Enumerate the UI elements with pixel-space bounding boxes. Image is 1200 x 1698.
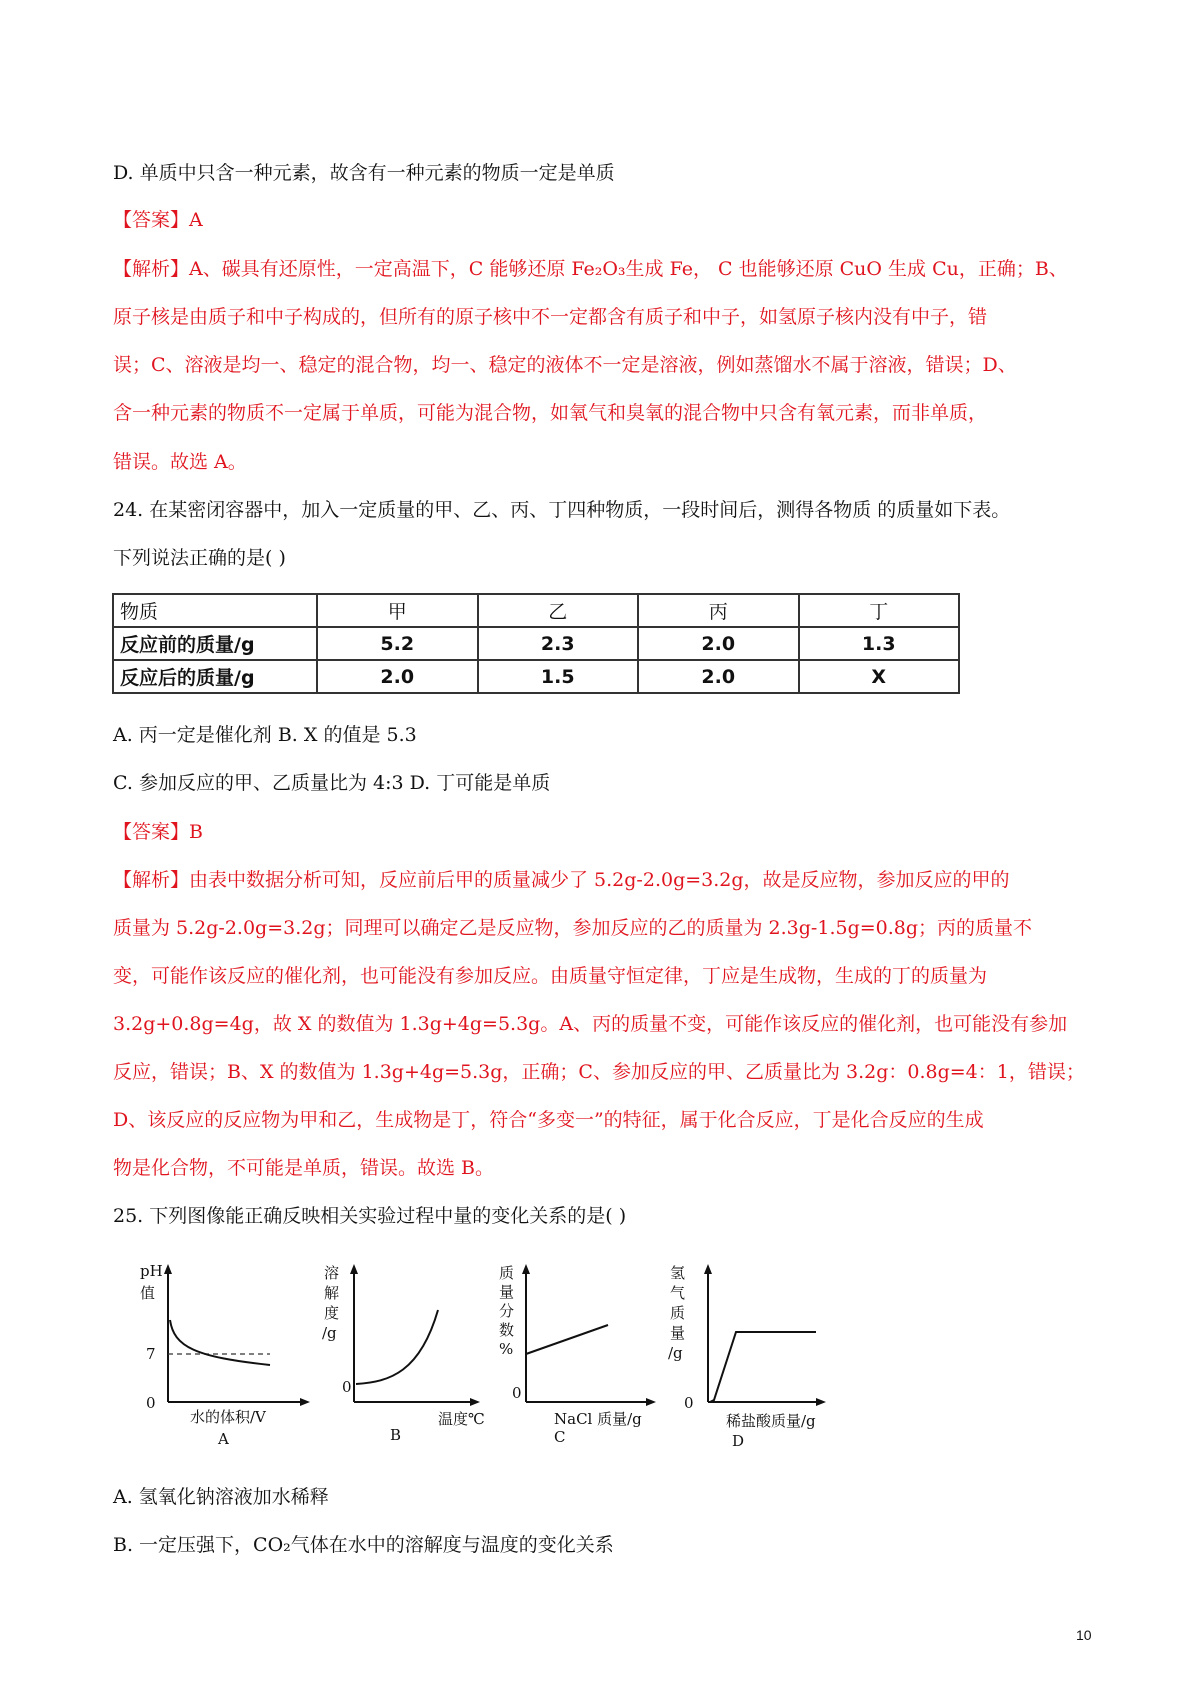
question-24-options-cd: C. 参加反应的甲、乙质量比为 4:3 D. 丁可能是单质 xyxy=(113,772,551,794)
answer-value: B xyxy=(189,821,203,843)
question-24-line-2: 下列说法正确的是( ) xyxy=(113,547,286,569)
question-25-line-1: 25. 下列图像能正确反映相关实验过程中量的变化关系的是( ) xyxy=(113,1205,627,1227)
answer-label: 【答案】 xyxy=(113,821,190,843)
explanation-2-line-7: 物是化合物，不可能是单质，错误。故选 B。 xyxy=(113,1157,495,1179)
table-cell: 丙 xyxy=(638,594,799,627)
origin-label: 0 xyxy=(146,1394,156,1412)
table-cell: 2.0 xyxy=(638,660,799,693)
table-cell: 5.2 xyxy=(317,627,478,660)
graph-b-svg xyxy=(320,1262,490,1444)
explanation-1-line-4: 含一种元素的物质不一定属于单质，可能为混合物，如氧气和臭氧的混合物中只含有氧元素，而非单质， xyxy=(113,402,988,424)
graph-d xyxy=(666,1262,836,1450)
x-arrow xyxy=(816,1398,826,1406)
y-label-char: 溶 xyxy=(324,1264,340,1282)
table-cell: 乙 xyxy=(478,594,639,627)
y-arrow xyxy=(350,1264,358,1274)
y-label-char: 分 xyxy=(499,1302,515,1320)
table-cell: 反应前的质量/g xyxy=(113,627,317,660)
explanation-label: 【解析】 xyxy=(113,258,190,280)
graph-c-svg xyxy=(496,1262,666,1446)
explanation-1-line-2: 原子核是由质子和中子构成的，但所有的原子核中不一定都含有质子和中子，如氢原子核内没有中子，错 xyxy=(113,306,988,328)
explanation-text: A、碳具有还原性，一定高温下，C 能够还原 Fe₂O₃生成 Fe， C 也能够还原 CuO 生成 Cu，正确；B、 xyxy=(189,258,1068,280)
curve-line xyxy=(170,1320,270,1365)
y-label-ph: pH xyxy=(140,1262,163,1280)
graph-c xyxy=(496,1262,666,1446)
explanation-label: 【解析】 xyxy=(113,869,190,891)
explanation-1-line-3: 误；C、溶液是均一、稳定的混合物，均一、稳定的液体不一定是溶液，例如蒸馏水不属于溶液，错误；D、 xyxy=(113,354,1017,376)
graph-b xyxy=(320,1262,490,1444)
explanation-2-line-3: 变，可能作该反应的催化剂，也可能没有参加反应。由质量守恒定律，丁应是生成物，生成的丁的质量为 xyxy=(113,965,988,987)
table-cell: 物质 xyxy=(113,594,317,627)
explanation-2-line-6: D、该反应的反应物为甲和乙，生成物是丁，符合“多变一”的特征，属于化合反应，丁是化合反应的生成 xyxy=(113,1109,984,1131)
table-row xyxy=(113,660,959,693)
answer-value: A xyxy=(189,209,203,231)
y-label-char: 质 xyxy=(670,1304,686,1322)
x-label: 温度℃ xyxy=(438,1410,485,1428)
caption: C xyxy=(554,1428,566,1446)
y-label-char: 数 xyxy=(499,1321,515,1339)
y-label-char: 解 xyxy=(324,1284,340,1302)
table-row xyxy=(113,627,959,660)
curve-line xyxy=(710,1332,816,1402)
y-arrow xyxy=(704,1264,712,1274)
origin-label: 0 xyxy=(512,1384,522,1402)
table-header-row xyxy=(113,594,959,627)
question-25-option-b: B. 一定压强下，CO₂气体在水中的溶解度与温度的变化关系 xyxy=(113,1534,614,1556)
tick-7: 7 xyxy=(146,1345,156,1363)
graph-a xyxy=(140,1262,310,1448)
table-cell: 1.3 xyxy=(799,627,960,660)
y-label-char: 质 xyxy=(499,1264,515,1282)
origin-label: 0 xyxy=(342,1378,352,1396)
x-arrow xyxy=(646,1398,656,1406)
curve-line xyxy=(526,1325,608,1354)
x-label: 水的体积/V xyxy=(190,1408,266,1426)
explanation-2-line-5: 反应，错误；B、X 的数值为 1.3g+4g=5.3g，正确；C、参加反应的甲、乙质量比为 3.2g：0.8g=4：1，错误； xyxy=(113,1061,1085,1083)
caption: B xyxy=(390,1426,402,1444)
y-label-char: 量 xyxy=(499,1283,515,1301)
page-number: 10 xyxy=(1076,1627,1092,1643)
y-label-char: 氢 xyxy=(670,1264,686,1282)
graph-a-svg xyxy=(140,1262,310,1448)
curve-line xyxy=(356,1310,438,1384)
explanation-2-line-4: 3.2g+0.8g=4g，故 X 的数值为 1.3g+4g=5.3g。A、丙的质量不变，可能作该反应的催化剂，也可能没有参加 xyxy=(113,1013,1068,1035)
table-cell: 1.5 xyxy=(478,660,639,693)
q23-option-d: D. 单质中只含一种元素，故含有一种元素的物质一定是单质 xyxy=(113,162,615,184)
explanation-1-line-5: 错误。故选 A。 xyxy=(113,451,247,473)
y-arrow xyxy=(522,1264,530,1274)
mass-table xyxy=(112,593,960,694)
table-cell: 反应后的质量/g xyxy=(113,660,317,693)
x-arrow xyxy=(300,1398,310,1406)
explanation-2-line-1 xyxy=(113,867,1010,893)
y-label-char: 度 xyxy=(324,1304,340,1322)
y-label-char: % xyxy=(499,1340,514,1358)
table-cell: 2.3 xyxy=(478,627,639,660)
answer-label: 【答案】 xyxy=(113,209,190,231)
question-24-options-ab: A. 丙一定是催化剂 B. X 的值是 5.3 xyxy=(113,724,417,746)
caption: A xyxy=(218,1430,229,1448)
y-label-char: /g xyxy=(322,1324,337,1342)
table-cell: 2.0 xyxy=(317,660,478,693)
table-cell: 丁 xyxy=(799,594,960,627)
explanation-2-line-2: 质量为 5.2g-2.0g=3.2g；同理可以确定乙是反应物，参加反应的乙的质量为 2.3g-1.5g=0.8g；丙的质量不 xyxy=(113,917,1033,939)
x-arrow xyxy=(470,1398,480,1406)
table-cell: 甲 xyxy=(317,594,478,627)
x-label: NaCl 质量/g xyxy=(554,1410,642,1428)
caption: D xyxy=(732,1432,745,1450)
explanation-1-line-1 xyxy=(113,256,1068,282)
origin-label: 0 xyxy=(684,1394,694,1412)
y-label-value: 值 xyxy=(140,1284,156,1302)
answer-2 xyxy=(113,819,203,845)
x-label: 稀盐酸质量/g xyxy=(726,1412,816,1430)
table-cell: 2.0 xyxy=(638,627,799,660)
explanation-text: 由表中数据分析可知，反应前后甲的质量减少了 5.2g-2.0g=3.2g，故是反应物，参加反应的甲的 xyxy=(189,869,1010,891)
graph-d-svg xyxy=(666,1262,836,1450)
question-24-line-1: 24. 在某密闭容器中，加入一定质量的甲、乙、丙、丁四种物质，一段时间后，测得各物质 的质量如下表。 xyxy=(113,499,1011,521)
y-label-char: /g xyxy=(668,1344,683,1362)
table-cell: X xyxy=(799,660,960,693)
question-25-option-a: A. 氢氧化钠溶液加水稀释 xyxy=(113,1486,329,1508)
y-arrow xyxy=(164,1264,172,1274)
answer-1 xyxy=(113,207,203,233)
y-label-char: 量 xyxy=(670,1324,686,1342)
y-label-char: 气 xyxy=(670,1284,686,1302)
